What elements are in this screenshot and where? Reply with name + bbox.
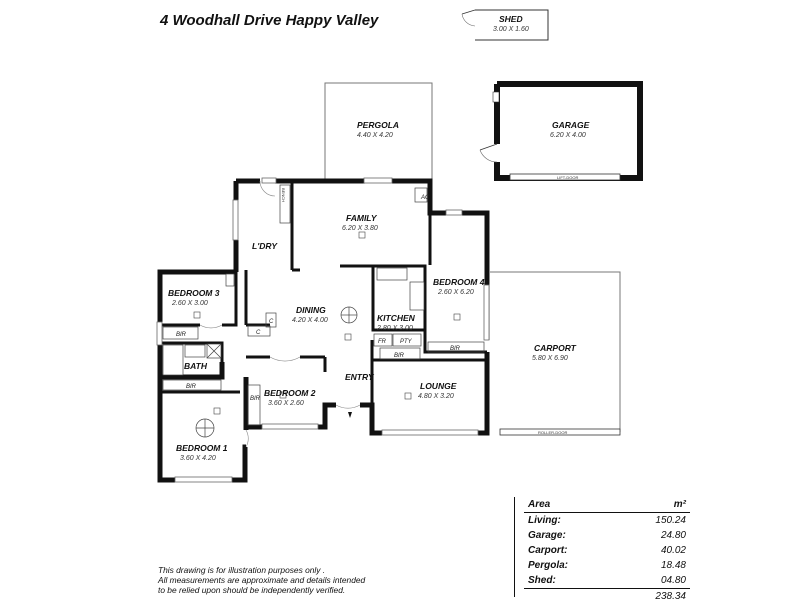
- area-total-value: 238.34: [612, 589, 690, 604]
- area-row-label: Living:: [524, 513, 612, 529]
- plan-title: 4 Woodhall Drive Happy Valley: [160, 12, 378, 29]
- area-table-header: [524, 497, 690, 513]
- bir-label-entry: BIR: [394, 353, 405, 359]
- area-row-value: 18.48: [612, 558, 690, 573]
- bedroom4-dims: 2.60 X 6.20: [437, 289, 474, 296]
- roller-door-label: ROLLER-DOOR: [538, 430, 567, 435]
- bedroom2-dims: 3.60 X 2.60: [268, 400, 304, 407]
- area-row-value: 24.80: [612, 528, 690, 543]
- carport-dims: 5.80 X 6.90: [532, 355, 568, 362]
- disclaimer: [158, 565, 365, 595]
- family-label: FAMILY: [346, 213, 378, 223]
- area-row-label: Garage:: [524, 528, 612, 543]
- fixtures: [163, 185, 427, 375]
- pergola-label: PERGOLA: [357, 120, 399, 130]
- area-row-label: Pergola:: [524, 558, 612, 573]
- bedroom1-dims: 3.60 X 4.20: [180, 455, 216, 462]
- pergola-dims: 4.40 X 4.20: [357, 132, 393, 139]
- area-row: [524, 543, 690, 558]
- garage-dims: 6.20 X 4.00: [550, 132, 586, 139]
- shed: [462, 10, 548, 40]
- carport-label: CARPORT: [534, 343, 577, 353]
- shed-dims: 3.00 X 1.60: [493, 26, 529, 33]
- area-row: [524, 528, 690, 543]
- area-total-row: [524, 589, 690, 604]
- cupboard-label-1: C: [269, 319, 274, 325]
- shed-label: SHED: [499, 14, 523, 24]
- lift-door-label: LIFT-DOOR: [557, 175, 578, 180]
- area-header-label: Area: [524, 497, 612, 513]
- cupboard-label-2: C: [256, 330, 261, 336]
- dining-label: DINING: [296, 305, 326, 315]
- area-row: [524, 513, 690, 529]
- disclaimer-line: All measurements are approximate and details intended: [158, 575, 365, 585]
- garage-label: GARAGE: [552, 120, 590, 130]
- bedroom1-label: BEDROOM 1: [176, 443, 228, 453]
- area-table: [524, 497, 690, 604]
- area-row-label: Shed:: [524, 573, 612, 589]
- garage: [480, 84, 640, 180]
- bedroom4-label: BEDROOM 4: [433, 277, 485, 287]
- bath-label: BATH: [184, 361, 208, 371]
- kitchen-dims: 2.80 X 3.00: [376, 325, 413, 332]
- pantry-label: PTY: [400, 339, 413, 345]
- bir-label-bed2: BIR: [250, 396, 261, 402]
- disclaimer-line: This drawing is for illustration purposes only .: [158, 565, 365, 575]
- bedroom3-dims: 2.60 X 3.00: [171, 300, 208, 307]
- ac-label: AC: [420, 195, 430, 201]
- bir-label-bed3: BIR: [176, 332, 187, 338]
- entry-arrow-icon: [348, 412, 352, 418]
- disclaimer-line: to be relied upon should be independently verified.: [158, 585, 365, 595]
- lounge-dims: 4.80 X 3.20: [418, 393, 454, 400]
- laundry-label: L'DRY: [252, 241, 278, 251]
- lounge-label: LOUNGE: [420, 381, 457, 391]
- bir-label-bed1: BIR: [186, 384, 197, 390]
- area-row-value: 40.02: [612, 543, 690, 558]
- area-row-value: 150.24: [612, 513, 690, 529]
- entry-label: ENTRY: [345, 372, 375, 382]
- dining-dims: 4.20 X 4.00: [292, 317, 328, 324]
- area-row-label: Carport:: [524, 543, 612, 558]
- carport: [490, 272, 620, 435]
- area-row-value: 04.80: [612, 573, 690, 589]
- windows: [157, 178, 489, 482]
- bedroom2-label: BEDROOM 2: [264, 388, 316, 398]
- area-row: [524, 558, 690, 573]
- bedroom3-label: BEDROOM 3: [168, 288, 220, 298]
- pergola: [325, 83, 432, 181]
- area-header-unit: m²: [612, 497, 690, 513]
- family-dims: 6.20 X 3.80: [342, 225, 378, 232]
- kitchen-label: KITCHEN: [377, 313, 416, 323]
- area-row: [524, 573, 690, 589]
- bench-label: BENCH: [281, 188, 286, 202]
- bir-label-bed4: BIR: [450, 346, 461, 352]
- fridge-label: FR: [378, 339, 387, 345]
